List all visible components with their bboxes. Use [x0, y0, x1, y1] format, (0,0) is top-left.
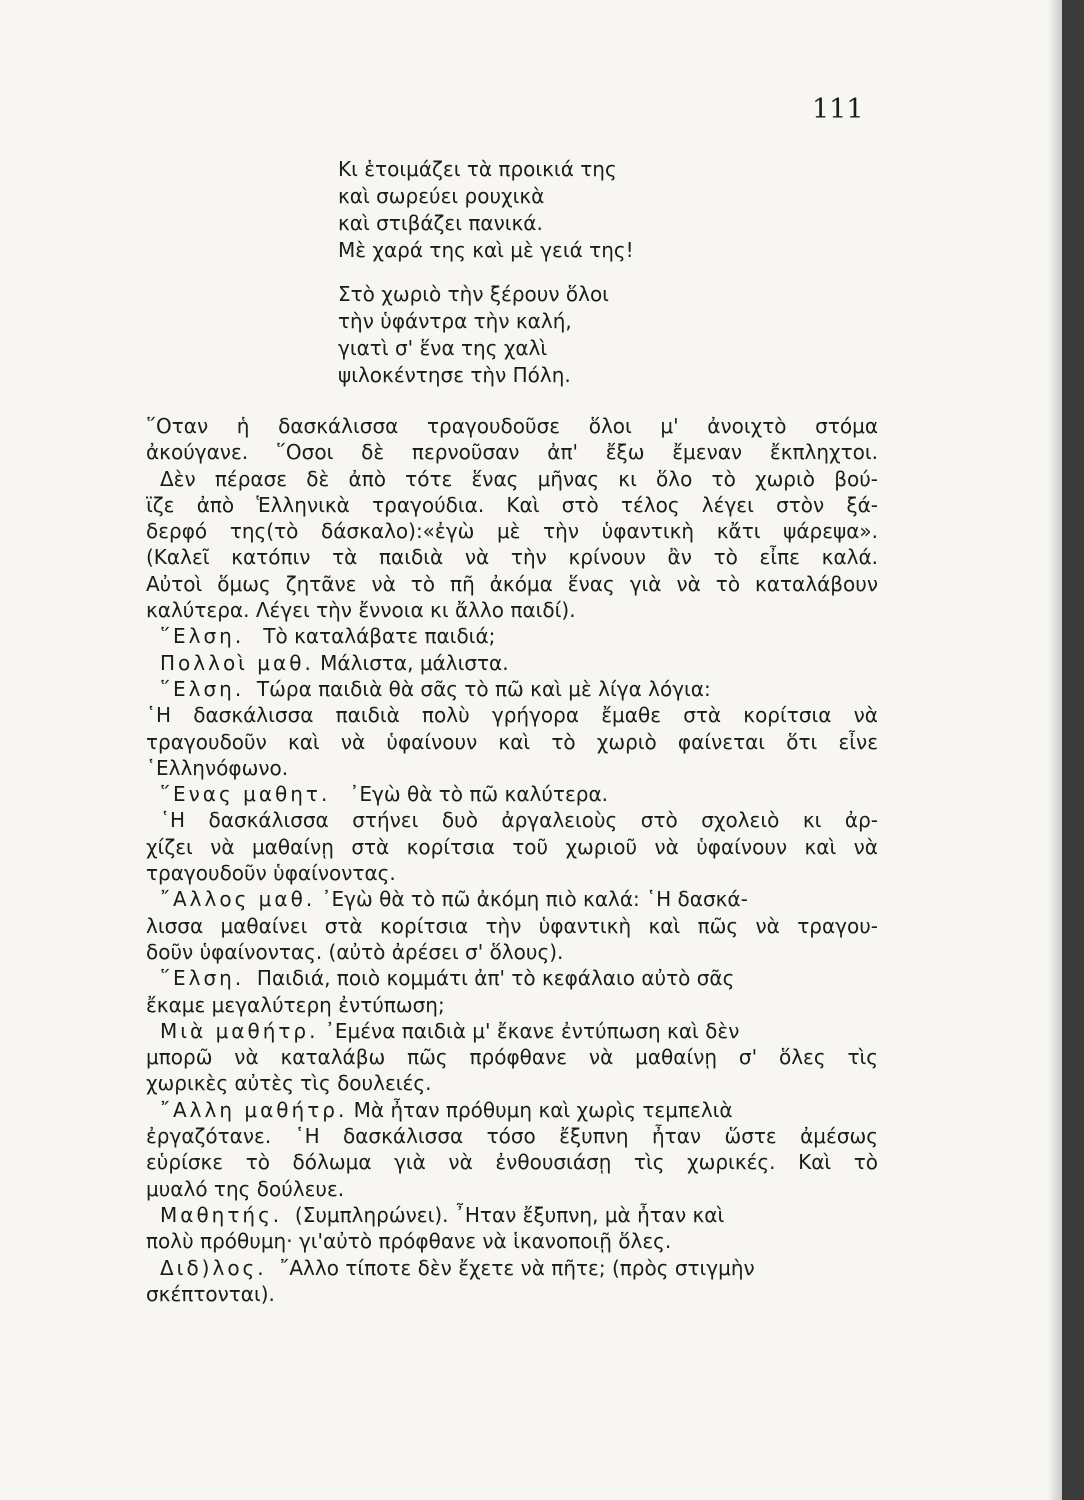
speaker-name: ῎Αλλη μαθήτρ. — [160, 1097, 348, 1122]
poem-line: ψιλοκέντησε τὴν Πόλη. — [338, 363, 571, 387]
prose-text — [146, 413, 878, 1307]
text-line: (Καλεῖ κατόπιν τὰ παιδιὰ νὰ τὴν κρίνουν ἂν τὸ εἶπε καλά. — [146, 545, 878, 570]
poem-line: γιατὶ σ' ἕνα της χαλὶ — [338, 336, 548, 360]
text-line: μυαλό της δούλευε. — [146, 1176, 345, 1201]
text-line: ῞Οταν ἡ δασκάλισσα τραγουδοῦσε ὅλοι μ' ἀνοιχτὸ στόμα — [146, 414, 878, 438]
text-line: ῾Ελληνόφωνο. — [146, 755, 289, 780]
text-line: δερφό της(τὸ δάσκαλο):«ἐγὼ μὲ τὴν ὑφαντικὴ κἄτι ψάρεψα». — [146, 519, 878, 544]
poem-stanza-2 — [338, 281, 609, 389]
page-number: 111 — [812, 94, 864, 125]
dialogue-text: Τὸ καταλάβατε παιδιά; — [263, 624, 496, 649]
dialogue-line — [146, 650, 878, 676]
dialogue-line — [146, 676, 878, 702]
dialogue-text: (Συμπληρώνει). ῏Ηταν ἔξυπνη, μὰ ἦταν καὶ — [294, 1202, 725, 1227]
speaker-name: Πολλοὶ μαθ. — [160, 650, 314, 675]
speaker-name: Μιὰ μαθήτρ. — [160, 1018, 319, 1043]
text-line: καλύτερα. Λέγει τὴν ἔννοια κι ἄλλο παιδί). — [146, 598, 576, 623]
text-line: τραγουδοῦν καὶ νὰ ὑφαίνουν καὶ τὸ χωριὸ φαίνεται ὅτι εἶνε — [146, 729, 878, 754]
speaker-name: ῞Ελση. — [160, 676, 245, 701]
text-line: ἀκούγανε. ῞Οσοι δὲ περνοῦσαν ἀπ' ἔξω ἔμεναν ἔκπληχτοι. — [146, 440, 878, 465]
text-line: χωρικὲς αὐτὲς τὶς δουλειές. — [146, 1071, 432, 1096]
speaker-name: ῞Ελση. — [160, 624, 245, 649]
dialogue-line — [146, 886, 878, 912]
page-edge-shadow — [1048, 0, 1062, 1500]
dialogue-line — [146, 623, 878, 649]
text-line: λισσα μαθαίνει στὰ κορίτσια τὴν ὑφαντικὴ καὶ πῶς νὰ τραγου- — [146, 913, 878, 938]
dialogue-text: ᾿Εγὼ θὰ τὸ πῶ ἀκόμη πιὸ καλά: ῾Η δασκά- — [321, 887, 748, 912]
poem-line: Στὸ χωριὸ τὴν ξέρουν ὅλοι — [338, 282, 609, 306]
dialogue-text: Μάλιστα, μάλιστα. — [320, 650, 509, 675]
poem-line: Μὲ χαρά της καὶ μὲ γειά της! — [338, 238, 634, 262]
dialogue-text: ᾿Εμένα παιδιὰ μ' ἔκανε ἐντύπωση καὶ δὲν — [324, 1018, 740, 1043]
dialogue-text: Τώρα παιδιὰ θὰ σᾶς τὸ πῶ καὶ μὲ λίγα λόγια: — [256, 676, 711, 701]
text-line: μπορῶ νὰ καταλάβω πῶς πρόφθανε νὰ μαθαίνῃ σ' ὅλες τὶς — [146, 1045, 878, 1070]
dialogue-text: ῎Αλλο τίποτε δὲν ἔχετε νὰ πῆτε; (πρὸς στιγμὴν — [279, 1255, 755, 1280]
dialogue-text: Μὰ ἦταν πρόθυμη καὶ χωρὶς τεμπελιὰ — [353, 1097, 733, 1122]
speaker-name: ῎Αλλος μαθ. — [160, 887, 316, 912]
dialogue-line — [146, 1255, 878, 1281]
dialogue-text: Παιδιά, ποιὸ κομμάτι ἀπ' τὸ κεφάλαιο αὐτὸ σᾶς — [256, 966, 735, 991]
speaker-name: ῞Ενας μαθητ. — [160, 782, 331, 807]
speaker-name: Μαθητής. — [160, 1202, 283, 1227]
poem-stanza-1 — [338, 156, 634, 264]
dialogue-line — [146, 1018, 878, 1044]
text-line: εὑρίσκε τὸ δόλωμα γιὰ νὰ ἐνθουσιάσῃ τὶς χωρικές. Καὶ τὸ — [146, 1150, 878, 1175]
text-line: ἐργαζότανε. ῾Η δασκάλισσα τόσο ἔξυπνη ἦταν ὥστε ἀμέσως — [146, 1124, 878, 1149]
text-line: ῾Η δασκάλισσα παιδιὰ πολὺ γρήγορα ἔμαθε στὰ κορίτσια νὰ — [146, 703, 878, 728]
dialogue-line — [146, 965, 878, 991]
text-line: τραγουδοῦν ὑφαίνοντας. — [146, 861, 396, 886]
dialogue-line — [146, 1202, 878, 1228]
speaker-name: Διδ)λος. — [160, 1255, 267, 1280]
dialogue-text: ᾿Εγὼ θὰ τὸ πῶ καλύτερα. — [349, 782, 608, 807]
poem-line: Κι ἑτοιμάζει τὰ προικιά της — [338, 157, 617, 181]
speaker-name: ῞Ελση. — [160, 966, 245, 991]
dialogue-line — [146, 1097, 878, 1123]
text-line: δοῦν ὑφαίνοντας. (αὐτὸ ἀρέσει σ' ὅλους). — [146, 939, 564, 964]
text-line: πολὺ πρόθυμη· γι'αὐτὸ πρόφθανε νὰ ἱκανοποιῇ ὅλες. — [146, 1229, 672, 1254]
poem-line: τὴν ὑφάντρα τὴν καλή, — [338, 309, 572, 333]
text-line: χίζει νὰ μαθαίνῃ στὰ κορίτσια τοῦ χωριοῦ νὰ ὑφαίνουν καὶ νὰ — [146, 834, 878, 859]
poem-line: καὶ στιβάζει πανικά. — [338, 211, 543, 235]
text-line: ἔκαμε μεγαλύτερη ἐντύπωση; — [146, 992, 445, 1017]
text-line: Αὐτοὶ ὅμως ζητᾶνε νὰ τὸ πῆ ἀκόμα ἕνας γιὰ νὰ τὸ καταλάβουν — [146, 571, 878, 596]
text-line: σκέπτονται). — [146, 1281, 275, 1306]
text-line: ϊζε ἀπὸ Ἑλληνικὰ τραγούδια. Καὶ στὸ τέλος λέγει στὸν ξά- — [146, 492, 878, 517]
text-line: ῾Η δασκάλισσα στήνει δυὸ ἀργαλειοὺς στὸ σχολειὸ κι ἀρ- — [160, 808, 878, 833]
poem-line: καὶ σωρεύει ρουχικὰ — [338, 184, 545, 208]
dialogue-line — [146, 781, 878, 807]
text-line: Δὲν πέρασε δὲ ἀπὸ τότε ἕνας μῆνας κι ὅλο τὸ χωριὸ βού- — [160, 466, 878, 491]
